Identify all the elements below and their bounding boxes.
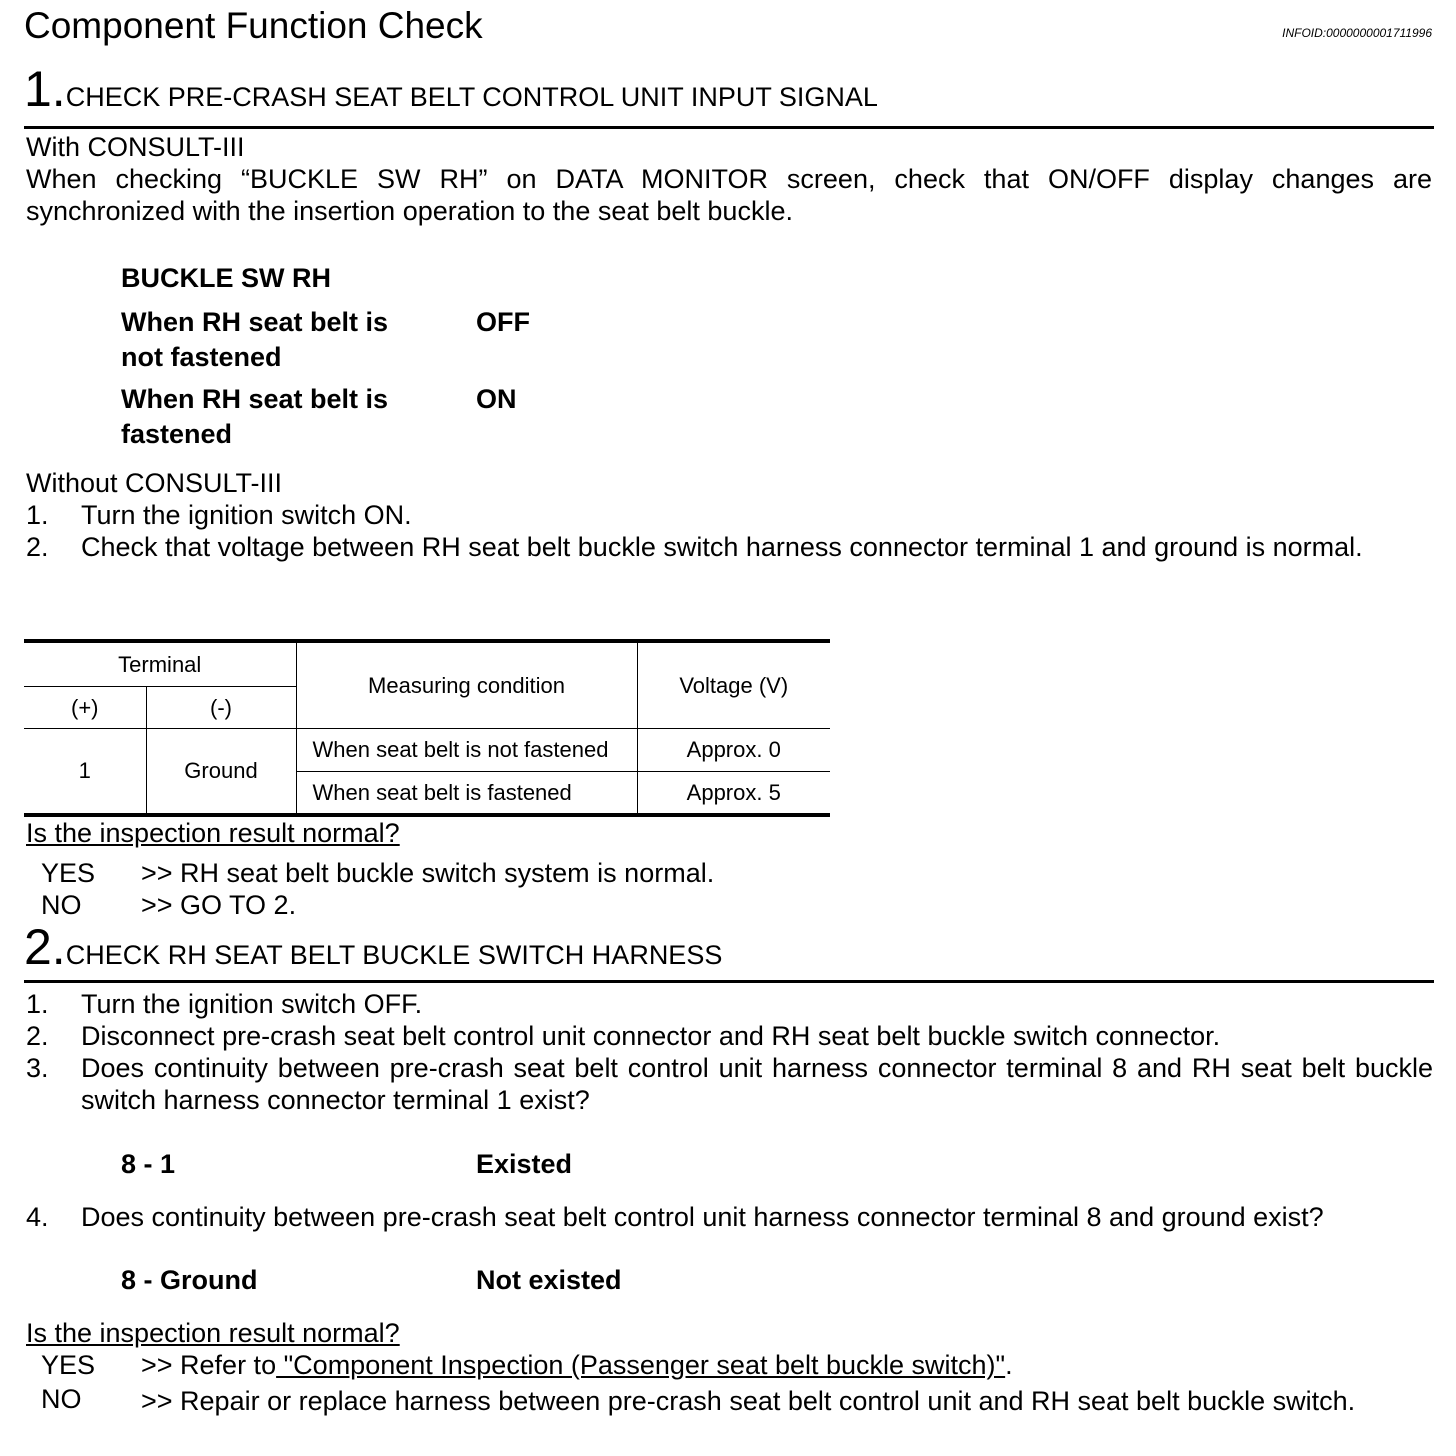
step2-item2-text: Disconnect pre-crash seat belt control unit connector and RH seat belt buckle switch connector. <box>81 1021 1221 1051</box>
minus-value: Ground <box>146 729 296 816</box>
minus-header: (-) <box>146 687 296 729</box>
monitor-row2-condition: When RH seat belt is fastened <box>121 384 389 449</box>
check2-result: Not existed <box>476 1265 622 1295</box>
page-title: Component Function Check <box>24 5 483 46</box>
table-row2-condition: When seat belt is fastened <box>296 772 637 816</box>
voltage-table <box>24 639 830 817</box>
step1-item2-num: 2. <box>26 532 49 562</box>
step2-item2-num: 2. <box>26 1021 49 1051</box>
table-row2-voltage: Approx. 5 <box>637 772 830 816</box>
check1-result: Existed <box>476 1149 573 1179</box>
step2-item1-num: 1. <box>26 989 49 1019</box>
step1-no-text: >> GO TO 2. <box>141 890 297 920</box>
with-consult-label: With CONSULT-III <box>26 132 245 162</box>
without-consult-label: Without CONSULT-III <box>26 468 283 498</box>
check1-terminals: 8 - 1 <box>121 1149 176 1179</box>
table-row1-voltage: Approx. 0 <box>637 729 830 772</box>
step2-yes-text: >> Refer to "Component Inspection (Passenger seat belt buckle switch)". <box>141 1350 1013 1380</box>
step2-item4-num: 4. <box>26 1202 49 1232</box>
step2-item4-text: Does continuity between pre-crash seat belt control unit harness connector terminal 8 and ground exist? <box>81 1202 1324 1232</box>
terminal-header: Terminal <box>118 651 202 677</box>
step1-yes-text: >> RH seat belt buckle switch system is normal. <box>141 858 715 888</box>
step1-no-label: NO <box>41 890 82 920</box>
monitor-row1-value: OFF <box>476 307 530 337</box>
step1-question: Is the inspection result normal? <box>26 818 400 848</box>
step1-item1-text: Turn the ignition switch ON. <box>81 500 412 530</box>
monitor-item: BUCKLE SW RH <box>121 263 331 293</box>
step2-heading-text: CHECK RH SEAT BELT BUCKLE SWITCH HARNESS <box>65 940 723 970</box>
step2-heading <box>24 919 723 975</box>
step1-yes-label: YES <box>41 858 96 888</box>
monitor-row1-condition: When RH seat belt is not fastened <box>121 307 389 372</box>
step2-item3-text: Does continuity between pre-crash seat belt control unit harness connector terminal 8 and RH seat belt buckle switch harness connector terminal 1 exist? <box>81 1053 1433 1115</box>
info-id: INFOID:0000000001711996 <box>1282 26 1432 40</box>
voltage-header: Voltage (V) <box>637 641 830 729</box>
condition-header: Measuring condition <box>296 641 637 729</box>
check2-terminals: 8 - Ground <box>121 1265 258 1295</box>
plus-value: 1 <box>24 729 146 816</box>
monitor-row2-value: ON <box>476 384 517 414</box>
step2-no-text: >> Repair or replace harness between pre-crash seat belt control unit and RH seat belt buckle switch. <box>141 1386 1356 1416</box>
step1-item2-text: Check that voltage between RH seat belt buckle switch harness connector terminal 1 and ground is normal. <box>81 532 1363 562</box>
step2-yes-label: YES <box>41 1350 96 1380</box>
step1-heading-text: CHECK PRE-CRASH SEAT BELT CONTROL UNIT INPUT SIGNAL <box>65 82 878 112</box>
plus-header: (+) <box>24 687 146 729</box>
component-inspection-link[interactable]: "Component Inspection (Passenger seat belt buckle switch)" <box>276 1350 1006 1380</box>
step1-item1-num: 1. <box>26 500 49 530</box>
step2-number: 2. <box>24 919 66 975</box>
step2-rule <box>24 980 1434 983</box>
table-row1-condition: When seat belt is not fastened <box>296 729 637 772</box>
step1-heading <box>24 61 878 117</box>
step2-no-label: NO <box>41 1384 82 1414</box>
step2-item1-text: Turn the ignition switch OFF. <box>81 989 423 1019</box>
step1-rule <box>24 126 1434 129</box>
with-consult-text: When checking “BUCKLE SW RH” on DATA MONITOR screen, check that ON/OFF display changes are synchronized with the insertion operation to the seat belt buckle. <box>26 164 1432 226</box>
step2-question: Is the inspection result normal? <box>26 1318 400 1348</box>
step2-item3-num: 3. <box>26 1053 49 1083</box>
step1-number: 1. <box>24 61 66 117</box>
